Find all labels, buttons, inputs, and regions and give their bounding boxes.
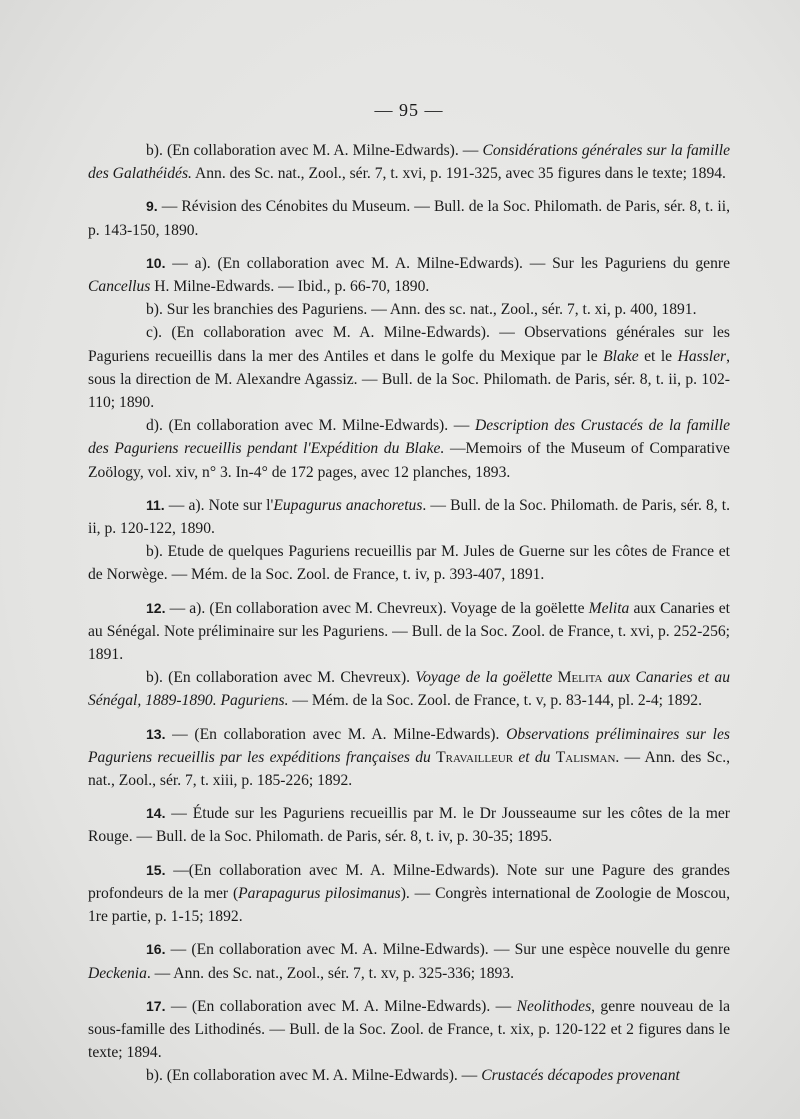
entry-paragraph — [88, 139, 730, 185]
text-run: . — Bull. de la Soc. Philomath. de Paris, sér. 8, t. ii, p. 120-122, 1890. — [88, 496, 730, 538]
entry-paragraph — [88, 802, 730, 848]
text-run: , sous la direction de M. Alexandre Agassiz. — Bull. de la Soc. Philomath. de Paris, sér. 8, t. ii, p. 102-110; 1890. — [88, 347, 731, 412]
entry-number: 17. — [146, 997, 166, 1014]
text-run: — Révision des Cénobites du Museum. — Bull. de la Soc. Philomath. de Paris, sér. 8, t. ii, p. 143-150, 1890. — [88, 198, 730, 239]
italic-run: Cancellus — [88, 278, 151, 296]
italic-run: Neolithodes — [516, 997, 592, 1015]
entry-paragraph — [88, 414, 730, 484]
entry-paragraph — [88, 723, 730, 793]
bibliography-entry — [88, 494, 730, 587]
entry-paragraph — [88, 597, 730, 667]
bibliography-entry — [88, 802, 730, 848]
italic-run: Voyage de la goëlette — [415, 669, 558, 687]
bibliography-list — [88, 139, 730, 1088]
entry-number: 13. — [146, 725, 166, 742]
entry-number: 15. — [146, 861, 166, 878]
entry-number: 12. — [146, 599, 166, 616]
italic-run: Melita — [588, 599, 630, 617]
page-number: — 95 — — [374, 100, 444, 120]
text-run: — Étude sur les Paguriens recueillis par M. le Dr Jousseaume sur les côtes de la mer Rouge. — Bull. de la Soc. Philomath. de Paris, sér. 8, t. iv, p. 30-35; 1895. — [88, 805, 730, 846]
entry-paragraph — [88, 859, 730, 929]
entry-paragraph — [88, 252, 730, 298]
italic-run: Considérations générales sur la famille des Galathéidés. — [88, 142, 730, 183]
entry-paragraph — [88, 540, 730, 586]
bibliography-entry — [88, 859, 730, 929]
bibliography-entry — [88, 252, 730, 484]
text-run: b). (En collaboration avec M. A. Milne-Edwards). — — [146, 1067, 482, 1085]
text-run: — Mém. de la Soc. Zool. de France, t. v, p. 83-144, pl. 2-4; 1892. — [288, 692, 702, 710]
text-run: , genre nouveau de la sous-famille des Lithodinés. — Bull. de la Soc. Zool. de France, t. xix, p. 120-122 et 2 figures dans le texte; 1894. — [88, 997, 731, 1062]
text-run: ). — Congrès international de Zoologie de Moscou, 1re partie, p. 1-15; 1892. — [88, 884, 730, 926]
bibliography-entry — [88, 139, 730, 185]
text-run: aux Canaries et au Sénégal. Note préliminaire sur les Paguriens. — Bull. de la Soc. Zool. de France, t. xvi, p. 252-256; 1891. — [88, 599, 730, 664]
entry-number: 9. — [146, 198, 158, 215]
italic-run: Crustacés décapodes provenant — [481, 1067, 680, 1085]
entry-paragraph — [88, 321, 730, 414]
text-run: Ann. des Sc. nat., Zool., sér. 7, t. xvi, p. 191-325, avec 35 figures dans le texte; 1894. — [191, 165, 726, 183]
text-run: . — Ann. des Sc., nat., Zool., sér. 7, t. xiii, p. 185-226; 1892. — [88, 748, 731, 790]
bibliography-entry — [88, 995, 730, 1088]
small-caps-run: Melita — [557, 669, 603, 687]
small-caps-run: Travailleur — [436, 748, 514, 766]
text-run: H. Milne-Edwards. — Ibid., p. 66-70, 1890. — [150, 278, 430, 296]
entry-number: 10. — [146, 254, 166, 271]
text-run: — a). (En collaboration avec M. A. Milne-Edwards). — Sur les Paguriens du genre — [165, 254, 730, 272]
entry-number: 16. — [146, 941, 166, 958]
bibliography-entry — [88, 195, 730, 241]
text-run: d). (En collaboration avec M. Milne-Edwards). — — [146, 417, 475, 435]
italic-run: Description des Crustacés de la famille des Paguriens recueillis pendant l'Expédition du Blake. — [88, 417, 730, 458]
entry-paragraph — [88, 1064, 730, 1087]
text-run: — a). (En collaboration avec M. Chevreux). Voyage de la goëlette — [165, 599, 589, 617]
entry-paragraph — [88, 666, 730, 712]
italic-run: Blake — [603, 347, 639, 365]
text-run: —(En collaboration avec M. A. Milne-Edwards). Note sur une Pagure des grandes profondeurs de la mer ( — [88, 861, 730, 902]
entry-paragraph — [88, 298, 730, 321]
text-run: — (En collaboration avec M. A. Milne-Edwards). — [165, 725, 507, 743]
italic-run: Deckenia — [88, 964, 147, 982]
italic-run: Eupagurus anachoretus — [273, 496, 423, 514]
entry-number: 14. — [146, 805, 166, 822]
text-run: — (En collaboration avec M. A. Milne-Edwards). — — [165, 997, 517, 1015]
entry-paragraph — [88, 995, 730, 1065]
entry-number: 11. — [146, 496, 165, 513]
italic-run: Observations préliminaires sur les Paguriens recueillis par les expéditions françaises du — [88, 725, 730, 766]
text-run: —Memoirs of the Museum of Comparative Zoölogy, vol. xiv, n° 3. In-4° de 172 pages, avec 12 planches, 1893. — [88, 440, 730, 481]
text-run: b). Etude de quelques Paguriens recueillis par M. Jules de Guerne sur les côtes de France et de Norwège. — Mém. de la Soc. Zool. de France, t. iv, p. 393-407, 1891. — [88, 543, 730, 584]
bibliography-entry — [88, 723, 730, 793]
text-run: b). Sur les branchies des Paguriens. — Ann. des sc. nat., Zool., sér. 7, t. xi, p. 400, 1891. — [146, 301, 697, 319]
italic-run: Parapagurus pilosimanus — [238, 884, 401, 902]
text-run: b). (En collaboration avec M. Chevreux). — [146, 669, 416, 687]
entry-paragraph — [88, 195, 730, 241]
text-run: b). (En collaboration avec M. A. Milne-Edwards). — — [146, 142, 483, 159]
text-run: . — Ann. des Sc. nat., Zool., sér. 7, t. xv, p. 325-336; 1893. — [146, 964, 515, 982]
text-run: et le — [638, 347, 678, 365]
text-run: c). (En collaboration avec M. A. Milne-Edwards). — Observations générales sur les Paguriens recueillis dans la mer des Antiles et dans le golfe du Mexique par le — [88, 324, 730, 365]
entry-paragraph — [88, 938, 730, 984]
bibliography-entry — [88, 597, 730, 713]
entry-paragraph — [88, 494, 730, 540]
italic-run: aux Canaries et au Sénégal, 1889-1890. Paguriens. — [88, 669, 731, 710]
text-run: — a). Note sur l' — [164, 496, 274, 514]
italic-run: Hassler — [677, 347, 727, 365]
bibliography-entry — [88, 938, 730, 984]
italic-run: et du — [513, 748, 556, 766]
text-run: — (En collaboration avec M. A. Milne-Edwards). — Sur une espèce nouvelle du genre — [165, 941, 730, 959]
small-caps-run: Talisman — [555, 748, 616, 766]
